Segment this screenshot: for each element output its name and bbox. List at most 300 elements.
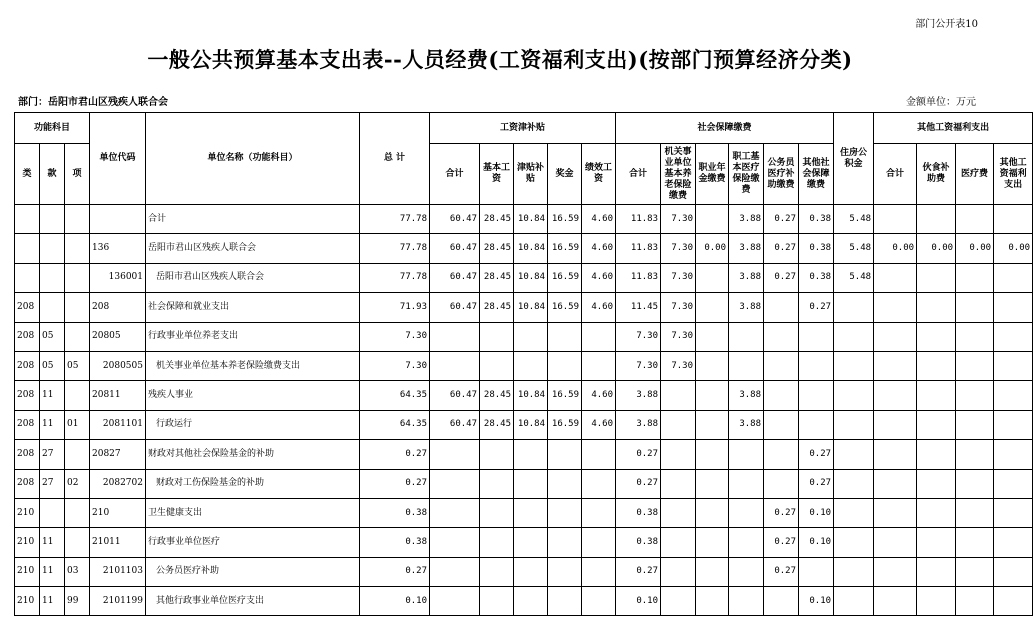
code-cell: 210 bbox=[90, 498, 146, 527]
xiang-cell bbox=[65, 440, 90, 469]
meal-cell bbox=[917, 293, 956, 322]
other-social-cell: 0.38 bbox=[799, 234, 834, 263]
name-cell: 财政对其他社会保险基金的补助 bbox=[146, 440, 360, 469]
basic-wage-cell bbox=[480, 469, 514, 498]
medical-cell bbox=[729, 351, 764, 380]
social-total-cell: 0.10 bbox=[616, 587, 661, 616]
other-total-cell bbox=[874, 498, 917, 527]
basic-wage-cell bbox=[480, 557, 514, 586]
other-social-cell bbox=[799, 381, 834, 410]
kuan-cell: 11 bbox=[40, 381, 65, 410]
lei-cell: 208 bbox=[15, 381, 40, 410]
bonus-cell bbox=[548, 440, 582, 469]
table-body bbox=[15, 205, 1033, 616]
meal-cell bbox=[917, 469, 956, 498]
basic-wage-cell bbox=[480, 587, 514, 616]
pension-cell bbox=[661, 440, 696, 469]
medical-fee-cell bbox=[956, 263, 994, 292]
meal-header: 伙食补助费 bbox=[917, 144, 956, 205]
kuan-header: 款 bbox=[40, 144, 65, 205]
pension-cell bbox=[661, 410, 696, 439]
civil-medical-cell bbox=[764, 587, 799, 616]
lei-cell bbox=[15, 263, 40, 292]
housing-cell bbox=[834, 381, 874, 410]
name-cell: 社会保障和就业支出 bbox=[146, 293, 360, 322]
total-cell: 0.27 bbox=[360, 440, 430, 469]
table-row bbox=[15, 557, 1033, 586]
annuity-cell bbox=[696, 322, 729, 351]
table-row bbox=[15, 234, 1033, 263]
code-cell: 2101103 bbox=[90, 557, 146, 586]
basic-wage-cell: 28.45 bbox=[480, 263, 514, 292]
civil-medical-cell bbox=[764, 410, 799, 439]
medical-cell: 3.88 bbox=[729, 410, 764, 439]
meal-cell bbox=[917, 587, 956, 616]
medical-cell bbox=[729, 440, 764, 469]
other-total-cell bbox=[874, 469, 917, 498]
expenditure-table bbox=[14, 112, 1033, 616]
medical-cell bbox=[729, 557, 764, 586]
other-total-header: 合计 bbox=[874, 144, 917, 205]
other-social-cell: 0.27 bbox=[799, 293, 834, 322]
code-cell: 136001 bbox=[90, 263, 146, 292]
kuan-cell: 05 bbox=[40, 322, 65, 351]
other-total-cell bbox=[874, 440, 917, 469]
housing-cell bbox=[834, 440, 874, 469]
social-total-cell: 7.30 bbox=[616, 322, 661, 351]
lei-cell: 210 bbox=[15, 528, 40, 557]
medical-cell: 3.88 bbox=[729, 205, 764, 234]
wage-total-cell bbox=[430, 528, 480, 557]
code-cell: 21011 bbox=[90, 528, 146, 557]
xiang-cell bbox=[65, 381, 90, 410]
basic-wage-cell: 28.45 bbox=[480, 205, 514, 234]
civil-medical-cell bbox=[764, 440, 799, 469]
name-cell: 岳阳市君山区残疾人联合会 bbox=[146, 234, 360, 263]
kuan-cell bbox=[40, 205, 65, 234]
basic-wage-cell bbox=[480, 351, 514, 380]
kuan-cell: 27 bbox=[40, 469, 65, 498]
total-cell: 7.30 bbox=[360, 351, 430, 380]
annuity-cell bbox=[696, 528, 729, 557]
wage-total-cell bbox=[430, 322, 480, 351]
other-welfare-cell bbox=[994, 322, 1033, 351]
bonus-cell: 16.59 bbox=[548, 234, 582, 263]
other-social-cell: 0.10 bbox=[799, 498, 834, 527]
housing-cell bbox=[834, 293, 874, 322]
lei-cell: 208 bbox=[15, 293, 40, 322]
allowance-cell bbox=[514, 528, 548, 557]
bonus-cell bbox=[548, 528, 582, 557]
allowance-cell: 10.84 bbox=[514, 410, 548, 439]
social-total-cell: 0.27 bbox=[616, 557, 661, 586]
medical-fee-cell bbox=[956, 351, 994, 380]
total-cell: 0.10 bbox=[360, 587, 430, 616]
meal-cell bbox=[917, 322, 956, 351]
bonus-cell bbox=[548, 498, 582, 527]
performance-cell: 4.60 bbox=[582, 410, 616, 439]
civil-medical-cell: 0.27 bbox=[764, 528, 799, 557]
other-welfare-cell: 0.00 bbox=[994, 234, 1033, 263]
form-number: 部门公开表10 bbox=[915, 19, 978, 30]
code-cell: 20827 bbox=[90, 440, 146, 469]
allowance-cell bbox=[514, 351, 548, 380]
medical-fee-cell bbox=[956, 410, 994, 439]
medical-fee-cell bbox=[956, 381, 994, 410]
unit-label: 金额单位：万元 bbox=[906, 97, 976, 108]
table-row bbox=[15, 498, 1033, 527]
other-welfare-cell bbox=[994, 263, 1033, 292]
kuan-cell: 11 bbox=[40, 410, 65, 439]
annuity-cell bbox=[696, 557, 729, 586]
wage-total-cell bbox=[430, 498, 480, 527]
code-cell: 20811 bbox=[90, 381, 146, 410]
housing-cell bbox=[834, 587, 874, 616]
xiang-cell: 02 bbox=[65, 469, 90, 498]
other-total-cell bbox=[874, 263, 917, 292]
allowance-cell: 10.84 bbox=[514, 234, 548, 263]
total-cell: 64.35 bbox=[360, 410, 430, 439]
total-cell: 77.78 bbox=[360, 205, 430, 234]
civil-medical-cell bbox=[764, 322, 799, 351]
lei-cell: 208 bbox=[15, 469, 40, 498]
performance-cell: 4.60 bbox=[582, 234, 616, 263]
table-row bbox=[15, 587, 1033, 616]
pension-cell bbox=[661, 469, 696, 498]
total-cell: 0.27 bbox=[360, 469, 430, 498]
wage-total-cell bbox=[430, 587, 480, 616]
civil-medical-cell: 0.27 bbox=[764, 557, 799, 586]
civil-medical-cell bbox=[764, 381, 799, 410]
wage-total-cell: 60.47 bbox=[430, 381, 480, 410]
other-welfare-cell bbox=[994, 205, 1033, 234]
bonus-cell bbox=[548, 469, 582, 498]
xiang-header: 项 bbox=[65, 144, 90, 205]
code-cell: 136 bbox=[90, 234, 146, 263]
allowance-cell bbox=[514, 469, 548, 498]
performance-cell bbox=[582, 498, 616, 527]
medical-fee-header: 医疗费 bbox=[956, 144, 994, 205]
social-total-cell: 0.27 bbox=[616, 469, 661, 498]
annuity-cell bbox=[696, 263, 729, 292]
other-welfare-cell bbox=[994, 410, 1033, 439]
name-cell: 行政事业单位医疗 bbox=[146, 528, 360, 557]
annuity-cell bbox=[696, 498, 729, 527]
civil-medical-cell: 0.27 bbox=[764, 205, 799, 234]
department-label: 部门：岳阳市君山区残疾人联合会 bbox=[18, 97, 168, 108]
xiang-cell: 01 bbox=[65, 410, 90, 439]
annuity-cell bbox=[696, 440, 729, 469]
lei-cell bbox=[15, 234, 40, 263]
pension-header: 机关事业单位基本养老保险缴费 bbox=[661, 144, 696, 205]
other-social-cell: 0.27 bbox=[799, 469, 834, 498]
table-row bbox=[15, 263, 1033, 292]
name-cell: 公务员医疗补助 bbox=[146, 557, 360, 586]
pension-cell bbox=[661, 587, 696, 616]
annuity-cell bbox=[696, 381, 729, 410]
pension-cell: 7.30 bbox=[661, 205, 696, 234]
civil-medical-cell bbox=[764, 293, 799, 322]
medical-cell bbox=[729, 587, 764, 616]
name-cell: 残疾人事业 bbox=[146, 381, 360, 410]
housing-cell bbox=[834, 469, 874, 498]
medical-fee-cell bbox=[956, 528, 994, 557]
pension-cell: 7.30 bbox=[661, 234, 696, 263]
kuan-cell: 27 bbox=[40, 440, 65, 469]
allowance-header: 津贴补贴 bbox=[514, 144, 548, 205]
housing-cell bbox=[834, 528, 874, 557]
bonus-header: 奖金 bbox=[548, 144, 582, 205]
other-social-cell bbox=[799, 322, 834, 351]
lei-cell: 208 bbox=[15, 351, 40, 380]
wage-total-cell: 60.47 bbox=[430, 293, 480, 322]
total-header: 总 计 bbox=[360, 113, 430, 205]
wage-total-cell bbox=[430, 469, 480, 498]
xiang-cell bbox=[65, 322, 90, 351]
other-social-header: 其他社会保障缴费 bbox=[799, 144, 834, 205]
other-welfare-cell bbox=[994, 557, 1033, 586]
allowance-cell bbox=[514, 557, 548, 586]
bonus-cell bbox=[548, 587, 582, 616]
code-cell: 2101199 bbox=[90, 587, 146, 616]
wage-total-cell bbox=[430, 440, 480, 469]
social-total-cell: 11.45 bbox=[616, 293, 661, 322]
lei-cell: 210 bbox=[15, 557, 40, 586]
kuan-cell bbox=[40, 263, 65, 292]
basic-wage-cell: 28.45 bbox=[480, 410, 514, 439]
basic-wage-cell bbox=[480, 528, 514, 557]
meal-cell bbox=[917, 528, 956, 557]
allowance-cell: 10.84 bbox=[514, 263, 548, 292]
annuity-cell bbox=[696, 587, 729, 616]
annuity-cell bbox=[696, 293, 729, 322]
lei-cell: 208 bbox=[15, 322, 40, 351]
code-cell bbox=[90, 205, 146, 234]
other-welfare-cell bbox=[994, 440, 1033, 469]
allowance-cell: 10.84 bbox=[514, 205, 548, 234]
social-total-cell: 11.83 bbox=[616, 205, 661, 234]
code-cell: 2081101 bbox=[90, 410, 146, 439]
other-welfare-header: 其他工资福利支出 bbox=[994, 144, 1033, 205]
table-row bbox=[15, 381, 1033, 410]
name-cell: 卫生健康支出 bbox=[146, 498, 360, 527]
wage-total-cell bbox=[430, 351, 480, 380]
kuan-cell bbox=[40, 234, 65, 263]
meal-cell bbox=[917, 381, 956, 410]
wage-total-cell: 60.47 bbox=[430, 263, 480, 292]
social-total-cell: 0.27 bbox=[616, 440, 661, 469]
social-total-cell: 0.38 bbox=[616, 498, 661, 527]
other-total-cell bbox=[874, 322, 917, 351]
xiang-cell bbox=[65, 205, 90, 234]
performance-cell bbox=[582, 351, 616, 380]
housing-cell bbox=[834, 410, 874, 439]
xiang-cell bbox=[65, 293, 90, 322]
social-total-cell: 11.83 bbox=[616, 263, 661, 292]
annuity-cell bbox=[696, 351, 729, 380]
table-row bbox=[15, 293, 1033, 322]
pension-cell bbox=[661, 557, 696, 586]
other-total-cell: 0.00 bbox=[874, 234, 917, 263]
name-cell: 行政运行 bbox=[146, 410, 360, 439]
basic-wage-cell bbox=[480, 498, 514, 527]
medical-fee-cell bbox=[956, 557, 994, 586]
housing-cell: 5.48 bbox=[834, 234, 874, 263]
annuity-cell bbox=[696, 469, 729, 498]
meal-cell bbox=[917, 263, 956, 292]
allowance-cell bbox=[514, 498, 548, 527]
performance-cell bbox=[582, 557, 616, 586]
performance-header: 绩效工资 bbox=[582, 144, 616, 205]
housing-cell bbox=[834, 351, 874, 380]
other-total-cell bbox=[874, 557, 917, 586]
kuan-cell: 11 bbox=[40, 528, 65, 557]
wage-total-header: 合计 bbox=[430, 144, 480, 205]
pension-cell: 7.30 bbox=[661, 263, 696, 292]
allowance-cell: 10.84 bbox=[514, 293, 548, 322]
basic-wage-cell bbox=[480, 322, 514, 351]
performance-cell bbox=[582, 587, 616, 616]
basic-wage-header: 基本工资 bbox=[480, 144, 514, 205]
other-welfare-cell bbox=[994, 587, 1033, 616]
other-social-cell: 0.10 bbox=[799, 528, 834, 557]
other-social-cell bbox=[799, 557, 834, 586]
lei-cell: 210 bbox=[15, 587, 40, 616]
total-cell: 77.78 bbox=[360, 234, 430, 263]
social-total-cell: 3.88 bbox=[616, 410, 661, 439]
func-subject-header: 功能科目 bbox=[15, 113, 90, 144]
other-total-cell bbox=[874, 351, 917, 380]
other-group-header: 其他工资福利支出 bbox=[874, 113, 1033, 144]
kuan-cell: 05 bbox=[40, 351, 65, 380]
total-cell: 0.38 bbox=[360, 498, 430, 527]
social-total-cell: 7.30 bbox=[616, 351, 661, 380]
bonus-cell: 16.59 bbox=[548, 263, 582, 292]
other-social-cell bbox=[799, 351, 834, 380]
meal-cell bbox=[917, 498, 956, 527]
civil-medical-header: 公务员医疗补助缴费 bbox=[764, 144, 799, 205]
meal-cell bbox=[917, 351, 956, 380]
other-social-cell: 0.27 bbox=[799, 440, 834, 469]
kuan-cell bbox=[40, 498, 65, 527]
annuity-cell bbox=[696, 410, 729, 439]
basic-wage-cell: 28.45 bbox=[480, 381, 514, 410]
lei-cell: 210 bbox=[15, 498, 40, 527]
wage-group-header: 工资津补贴 bbox=[430, 113, 616, 144]
performance-cell: 4.60 bbox=[582, 205, 616, 234]
wage-total-cell: 60.47 bbox=[430, 205, 480, 234]
pension-cell bbox=[661, 528, 696, 557]
other-total-cell bbox=[874, 410, 917, 439]
total-cell: 77.78 bbox=[360, 263, 430, 292]
basic-wage-cell: 28.45 bbox=[480, 293, 514, 322]
other-welfare-cell bbox=[994, 469, 1033, 498]
other-total-cell bbox=[874, 381, 917, 410]
total-cell: 71.93 bbox=[360, 293, 430, 322]
total-cell: 64.35 bbox=[360, 381, 430, 410]
pension-cell: 7.30 bbox=[661, 351, 696, 380]
code-cell: 2080505 bbox=[90, 351, 146, 380]
bonus-cell: 16.59 bbox=[548, 410, 582, 439]
table-row bbox=[15, 322, 1033, 351]
other-social-cell: 0.10 bbox=[799, 587, 834, 616]
unit-code-header: 单位代码 bbox=[90, 113, 146, 205]
table-row bbox=[15, 469, 1033, 498]
other-welfare-cell bbox=[994, 351, 1033, 380]
bonus-cell bbox=[548, 557, 582, 586]
medical-fee-cell bbox=[956, 469, 994, 498]
other-welfare-cell bbox=[994, 381, 1033, 410]
other-social-cell: 0.38 bbox=[799, 205, 834, 234]
bonus-cell bbox=[548, 322, 582, 351]
xiang-cell: 03 bbox=[65, 557, 90, 586]
kuan-cell: 11 bbox=[40, 557, 65, 586]
xiang-cell: 99 bbox=[65, 587, 90, 616]
medical-cell: 3.88 bbox=[729, 381, 764, 410]
performance-cell bbox=[582, 528, 616, 557]
total-cell: 0.27 bbox=[360, 557, 430, 586]
meal-cell bbox=[917, 205, 956, 234]
name-cell: 岳阳市君山区残疾人联合会 bbox=[146, 263, 360, 292]
civil-medical-cell: 0.27 bbox=[764, 498, 799, 527]
basic-wage-cell bbox=[480, 440, 514, 469]
medical-fee-cell bbox=[956, 205, 994, 234]
social-group-header: 社会保障缴费 bbox=[616, 113, 834, 144]
medical-cell: 3.88 bbox=[729, 263, 764, 292]
medical-fee-cell bbox=[956, 498, 994, 527]
name-cell: 合计 bbox=[146, 205, 360, 234]
annuity-cell: 0.00 bbox=[696, 234, 729, 263]
annuity-header: 职业年金缴费 bbox=[696, 144, 729, 205]
other-welfare-cell bbox=[994, 528, 1033, 557]
bonus-cell: 16.59 bbox=[548, 205, 582, 234]
pension-cell bbox=[661, 498, 696, 527]
bonus-cell bbox=[548, 351, 582, 380]
housing-cell: 5.48 bbox=[834, 263, 874, 292]
meal-cell bbox=[917, 557, 956, 586]
social-total-cell: 11.83 bbox=[616, 234, 661, 263]
medical-fee-cell bbox=[956, 587, 994, 616]
table-row bbox=[15, 205, 1033, 234]
performance-cell bbox=[582, 322, 616, 351]
table-row bbox=[15, 410, 1033, 439]
name-cell: 其他行政事业单位医疗支出 bbox=[146, 587, 360, 616]
civil-medical-cell bbox=[764, 469, 799, 498]
housing-cell bbox=[834, 322, 874, 351]
medical-header: 职工基本医疗保险缴费 bbox=[729, 144, 764, 205]
xiang-cell bbox=[65, 234, 90, 263]
code-cell: 208 bbox=[90, 293, 146, 322]
performance-cell bbox=[582, 469, 616, 498]
name-cell: 财政对工伤保险基金的补助 bbox=[146, 469, 360, 498]
performance-cell: 4.60 bbox=[582, 263, 616, 292]
medical-fee-cell bbox=[956, 293, 994, 322]
code-cell: 2082702 bbox=[90, 469, 146, 498]
table-row bbox=[15, 440, 1033, 469]
xiang-cell: 05 bbox=[65, 351, 90, 380]
xiang-cell bbox=[65, 528, 90, 557]
pension-cell bbox=[661, 381, 696, 410]
other-social-cell bbox=[799, 410, 834, 439]
housing-header: 住房公积金 bbox=[834, 113, 874, 205]
pension-cell: 7.30 bbox=[661, 293, 696, 322]
table-row bbox=[15, 528, 1033, 557]
kuan-cell: 11 bbox=[40, 587, 65, 616]
basic-wage-cell: 28.45 bbox=[480, 234, 514, 263]
lei-cell: 208 bbox=[15, 440, 40, 469]
annuity-cell bbox=[696, 205, 729, 234]
other-total-cell bbox=[874, 528, 917, 557]
